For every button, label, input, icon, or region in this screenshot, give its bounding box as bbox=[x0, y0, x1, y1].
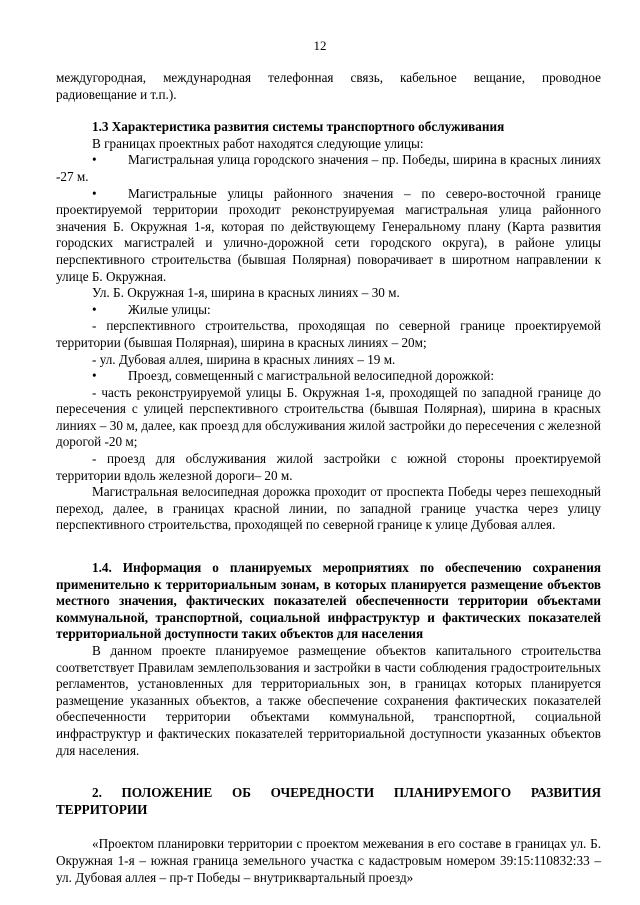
section-1-3-heading: 1.3 Характеристика развития системы транспортного обслуживания bbox=[92, 119, 505, 135]
bike-path-paragraph: Магистральная велосипедная дорожка проходит от проспекта Победы через пешеходный переход, далее, в границах красной линии, по западной границе участка через улицу перспективного строительства, проходящей по северной границе к улице Дубовая аллея. bbox=[56, 484, 601, 533]
section-1-4-body: В данном проекте планируемое размещение объектов капитального строительства соответствует Правилам землепользования и застройки в части соблюдения градостроительных регламентов, установленных для территориальных зон, в границах которых планируется размещение указанных объектов, а также обеспечение сохранения фактических показателей обеспеченности территории объектами коммунальной, транспортной, социальной инфраструктур и фактических показателей территориальной доступности указанных объектов для населения. bbox=[56, 643, 601, 758]
bullet-text: Магистральные улицы районного значения – по северо-восточной границе проектируемой территории проходит реконструируемая магистральная улица районного значения Б. Окружная 1-я, которая по действующему Генеральному плану (Карта развития городских магистралей и улично-дорожной сети городского округа), в районе улицы перспективного строительства (бывшая Полярная) поворачивает в широтном направлении к улице Б. Окружная. bbox=[56, 185, 601, 284]
page-number: 12 bbox=[313, 38, 327, 53]
bullet-text: Жилые улицы: bbox=[128, 301, 211, 317]
section-1-3-lead: В границах проектных работ находятся следующие улицы: bbox=[92, 135, 424, 151]
bullet-text: Проезд, совмещенный с магистральной велосипедной дорожкой: bbox=[128, 368, 495, 384]
bullet-item bbox=[56, 152, 601, 185]
section-2-heading: 2. ПОЛОЖЕНИЕ ОБ ОЧЕРЕДНОСТИ ПЛАНИРУЕМОГО РАЗВИТИЯ ТЕРРИТОРИИ bbox=[56, 785, 601, 817]
intro-tail-paragraph: междугородная, международная телефонная связь, кабельное вещание, проводное радиовещание и т.п.). bbox=[56, 70, 601, 102]
residential-street-line: - ул. Дубовая аллея, ширина в красных линиях – 19 м. bbox=[92, 351, 396, 367]
section-1-4-heading: 1.4. Информация о планируемых мероприятиях по обеспечению сохранения применительно к территориальным зонам, в которых планируется размещение объектов местного значения, фактических показателей обеспеченности территории объектами коммунальной, транспортной, социальной инфраструктур и фактических показателей территориальной доступности таких объектов для населения bbox=[56, 560, 601, 642]
page-content bbox=[56, 70, 601, 886]
passage-line: - проезд для обслуживания жилой застройки с южной стороны проектируемой территории вдоль железной дороги– 20 м. bbox=[56, 451, 601, 483]
bullet-glyph: • bbox=[92, 152, 97, 168]
bullet-item bbox=[56, 186, 601, 286]
residential-street-line: - перспективного строительства, проходящая по северной границе проектируемой территории (бывшая Полярная), ширина в красных линиях – 20м; bbox=[56, 318, 601, 350]
bullet-text: Магистральная улица городского значения – пр. Победы, ширина в красных линиях -27 м. bbox=[56, 152, 601, 184]
section-2-body: «Проектом планировки территории с проектом межевания в его составе в границах ул. Б. Окружная 1-я – южная граница земельного участка с кадастровым номером 39:15:110832:33 – ул. Дубовая аллея – пр-т Победы – внутриквартальный проезд» bbox=[56, 836, 601, 885]
bullet-glyph: • bbox=[92, 368, 97, 384]
passage-line: - часть реконструируемой улицы Б. Окружная 1-я, проходящей по западной границе до пересечения с улицей перспективного строительства (бывшая Полярная), ширина в красных линиях – 30 м, далее, как проезд для обслуживания жилой застройки до пересечения с железной дорогой -20 м; bbox=[56, 384, 601, 450]
bullet-item bbox=[56, 368, 601, 385]
bullet-glyph: • bbox=[92, 185, 97, 201]
bullet-item bbox=[56, 302, 601, 319]
bullet-glyph: • bbox=[92, 301, 97, 317]
street-width-paragraph: Ул. Б. Окружная 1-я, ширина в красных линиях – 30 м. bbox=[92, 285, 400, 301]
